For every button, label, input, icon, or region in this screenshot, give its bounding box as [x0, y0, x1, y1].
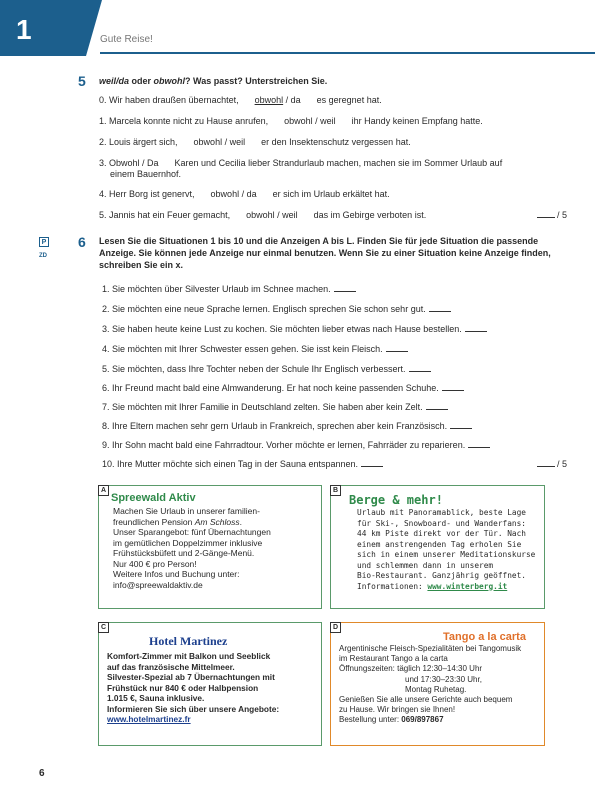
- answer-blank[interactable]: [429, 304, 451, 312]
- ex5-line-4: 4. Herr Borg ist genervt, obwohl / da er sich im Urlaub erkältet hat.: [99, 189, 390, 199]
- ad-d-body: Argentinische Fleisch-Spezialitäten bei Tangomusik im Restaurant Tango a la carta Öffnungszeiten: täglich 12:30–14:30 Uhr und 17:30–23:30 Uhr, Montag Ruhetag. Genießen Sie alle unsere Gerichte auch bequem zu Hause. Wir bringen sie Ihnen! Bestellung unter: 069/897867: [339, 644, 522, 725]
- ex6-item-2: 2. Sie möchten eine neue Sprache lernen. Englisch sprechen Sie schon sehr gut.: [102, 304, 451, 315]
- exercise-6-number: 6: [78, 234, 86, 250]
- page-header-title: Gute Reise!: [100, 34, 153, 45]
- ex6-item-3: 3. Sie haben heute keine Lust zu kochen. Sie möchten lieber etwas nach Hause bestellen.: [102, 324, 487, 335]
- chapter-tab: [0, 0, 86, 56]
- ad-d-letter: D: [330, 622, 341, 633]
- answer-blank[interactable]: [426, 402, 448, 410]
- underlined-answer[interactable]: obwohl: [254, 95, 284, 105]
- ex6-item-5: 5. Sie möchten, dass Ihre Tochter neben der Schule Ihr Englisch verbessert.: [102, 364, 431, 375]
- chapter-number: 1: [16, 14, 32, 45]
- answer-blank[interactable]: [465, 324, 487, 332]
- title-word-obwohl: obwohl: [153, 76, 186, 86]
- answer-blank[interactable]: [334, 284, 356, 292]
- ex5-line-2: 2. Louis ärgert sich, obwohl / weil er den Insektenschutz vergessen hat.: [99, 137, 411, 147]
- ex5-line-3-cont: einem Bauernhof.: [110, 169, 182, 179]
- ad-d-tango: [330, 622, 545, 746]
- ex5-line-5: 5. Jannis hat ein Feuer gemacht, obwohl / weil das im Gebirge verboten ist.: [99, 210, 427, 220]
- ad-b-berge: [330, 485, 545, 609]
- score-blank[interactable]: [537, 459, 555, 467]
- score-blank[interactable]: [537, 210, 555, 218]
- ad-a-title: Spreewald Aktiv: [111, 492, 196, 504]
- exercise-5-title: [99, 75, 327, 87]
- ex5-score: / 5: [534, 210, 567, 220]
- ad-a-body: Machen Sie Urlaub in unserer familien- freundlichen Pension Am Schloss. Unser Sparangebot: fünf Übernachtungen im gemütlichen Doppelzimmer inklusive Frühstücksbüfett und 2-Gänge-Menü. Nur 400 € pro Person! Weitere Infos und Buchung unter: info@spreewaldaktiv.de: [113, 506, 271, 590]
- ad-a-letter: A: [98, 485, 109, 496]
- ex5-line-0: 0. Wir haben draußen übernachtet, obwohl / da es geregnet hat.: [99, 95, 382, 105]
- ad-d-phone[interactable]: 069/897867: [401, 715, 444, 725]
- ad-b-letter: B: [330, 485, 341, 496]
- ex5-line-1: 1. Marcela konnte nicht zu Hause anrufen, obwohl / weil ihr Handy keinen Empfang hatte.: [99, 116, 483, 126]
- title-rest: ? Was passt? Unterstreichen Sie.: [185, 76, 328, 86]
- ad-c-body: Komfort-Zimmer mit Balkon und Seeblick auf das französische Mittelmeer. Silvester-Spezial ab 7 Übernachtungen mit Frühstück nur 840 € oder Halbpension 1.015 €, Sauna inklusive. Informieren Sie sich über unsere Angebote: www.hotelmartinez.fr: [107, 651, 280, 724]
- ex5-line-3: 3. Obwohl / Da Karen und Cecilia lieber Strandurlaub machen, machen sie im Sommer Urlaub auf: [99, 158, 503, 168]
- ad-b-link[interactable]: www.winterberg.it: [427, 581, 508, 591]
- ad-b-body: Urlaub mit Panoramablick, beste Lage für Ski-, Snowboard- und Wanderfans: 44 km Piste direkt vor der Tür. Nach einem anstrengenden Tag erholen Sie sich in einem unserer Meditationskurse und schlemmen dann in unserem Bio-Restaurant. Ganzjährig geöffnet. Informationen: www.winterberg.it: [357, 508, 536, 591]
- ad-c-title: Hotel Martinez: [149, 634, 228, 648]
- header-rule: [100, 52, 595, 54]
- answer-blank[interactable]: [468, 440, 490, 448]
- page-number: 6: [39, 768, 45, 779]
- ex6-item-4: 4. Sie möchten mit Ihrer Schwester essen gehen. Sie isst kein Fleisch.: [102, 344, 408, 355]
- ex6-item-7: 7. Sie möchten mit Ihrer Familie in Deutschland zelten. Sie haben aber kein Zelt.: [102, 402, 448, 413]
- ex6-item-10: 10. Ihre Mutter möchte sich einen Tag in der Sauna entspannen.: [102, 459, 383, 470]
- ad-a-email[interactable]: info@spreewaldaktiv.de: [113, 579, 203, 590]
- ex6-item-1: 1. Sie möchten über Silvester Urlaub im Schnee machen.: [102, 284, 356, 295]
- answer-blank[interactable]: [450, 421, 472, 429]
- answer-blank[interactable]: [386, 344, 408, 352]
- exercise-6-title: Lesen Sie die Situationen 1 bis 10 und die Anzeigen A bis L. Finden Sie für jede Situation die passende Anzeige. Sie können jede Anzeige nur einmal benutzen. Wenn Sie zu einer Situation keine Anzeige finden, schreiben Sie ein x.: [99, 236, 551, 270]
- ex6-score: / 5: [534, 459, 567, 469]
- title-word-oder: oder: [129, 76, 154, 86]
- ex6-item-9: 9. Ihr Sohn macht bald eine Fahrradtour. Vorher möchte er lernen, Fahrräder zu reparieren.: [102, 440, 490, 451]
- ad-d-title: Tango a la carta: [443, 631, 526, 643]
- ex6-item-6: 6. Ihr Freund macht bald eine Almwanderung. Er hat noch keine passenden Schuhe.: [102, 383, 464, 394]
- pruefung-badge: P: [39, 237, 49, 247]
- answer-blank[interactable]: [409, 364, 431, 372]
- answer-blank[interactable]: [442, 383, 464, 391]
- ad-c-letter: C: [98, 622, 109, 633]
- zd-label: ZD: [39, 253, 47, 259]
- exercise-5-number: 5: [78, 73, 86, 89]
- ad-b-title: Berge & mehr!: [349, 493, 443, 507]
- ad-a-spreewald: [98, 485, 322, 609]
- title-word-weil-da: weil/da: [99, 76, 130, 86]
- ad-c-link[interactable]: www.hotelmartinez.fr: [107, 714, 191, 724]
- answer-blank[interactable]: [361, 459, 383, 467]
- ad-c-hotel-martinez: [98, 622, 322, 746]
- ex6-item-8: 8. Ihre Eltern machen sehr gern Urlaub in Frankreich, sprechen aber kein Französisch.: [102, 421, 472, 432]
